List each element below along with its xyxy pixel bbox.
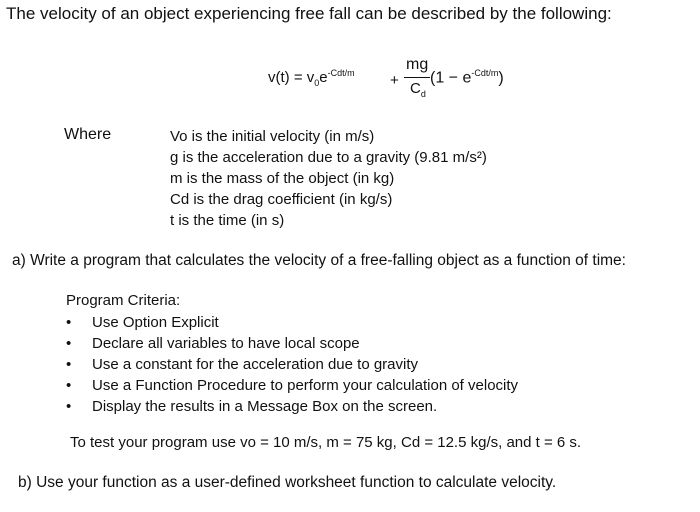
bullet-icon: • xyxy=(66,398,72,415)
formula-v-subscript: 0 xyxy=(314,78,320,88)
formula-lhs: v(t) = v xyxy=(268,69,315,86)
formula-exponent-1: -Cdt/m xyxy=(327,68,355,78)
formula-paren-close: ) xyxy=(498,69,504,87)
test-values-text: To test your program use vo = 10 m/s, m = 75 kg, Cd = 12.5 kg/s, and t = 6 s. xyxy=(70,434,582,451)
bullet-icon: • xyxy=(66,335,72,352)
formula-plus: + xyxy=(390,72,399,89)
criteria-item xyxy=(66,396,518,417)
formula-fraction-bar xyxy=(404,77,430,78)
criteria-item-text: Declare all variables to have local scope xyxy=(92,335,360,352)
definition-g: g is the acceleration due to a gravity (9.81 m/s²) xyxy=(170,149,487,166)
criteria-item xyxy=(66,375,518,396)
part-b-instruction: b) Use your function as a user-defined worksheet function to calculate velocity. xyxy=(18,474,557,491)
where-label: Where xyxy=(64,126,112,143)
criteria-list xyxy=(66,312,518,417)
part-a-instruction: a) Write a program that calculates the velocity of a free-falling object as a function of time: xyxy=(12,252,626,269)
velocity-formula xyxy=(268,56,528,108)
definition-cd: Cd is the drag coefficient (in kg/s) xyxy=(170,191,393,208)
criteria-item-text: Use a constant for the acceleration due to gravity xyxy=(92,356,419,373)
criteria-item-text: Use Option Explicit xyxy=(92,314,219,331)
bullet-icon: • xyxy=(66,314,72,331)
formula-numerator: mg xyxy=(406,56,429,73)
definition-t: t is the time (in s) xyxy=(170,212,285,229)
definition-v0: Vo is the initial velocity (in m/s) xyxy=(170,128,375,145)
criteria-item-text: Use a Function Procedure to perform your calculation of velocity xyxy=(92,377,519,394)
formula-exponent-2: -Cdt/m xyxy=(471,68,499,78)
formula-exp-base-1: e xyxy=(319,69,328,86)
criteria-title: Program Criteria: xyxy=(66,292,181,309)
criteria-item xyxy=(66,354,518,375)
formula-denominator: C xyxy=(410,80,421,97)
criteria-item xyxy=(66,333,518,354)
criteria-item-text: Display the results in a Message Box on the screen. xyxy=(92,398,438,415)
intro-text: The velocity of an object experiencing free fall can be described by the following: xyxy=(6,4,612,23)
bullet-icon: • xyxy=(66,377,72,394)
formula-denominator-subscript: d xyxy=(420,89,426,99)
bullet-icon: • xyxy=(66,356,72,373)
criteria-item xyxy=(66,312,518,333)
formula-paren-open: (1 − e xyxy=(430,69,472,87)
definition-m: m is the mass of the object (in kg) xyxy=(170,170,395,187)
